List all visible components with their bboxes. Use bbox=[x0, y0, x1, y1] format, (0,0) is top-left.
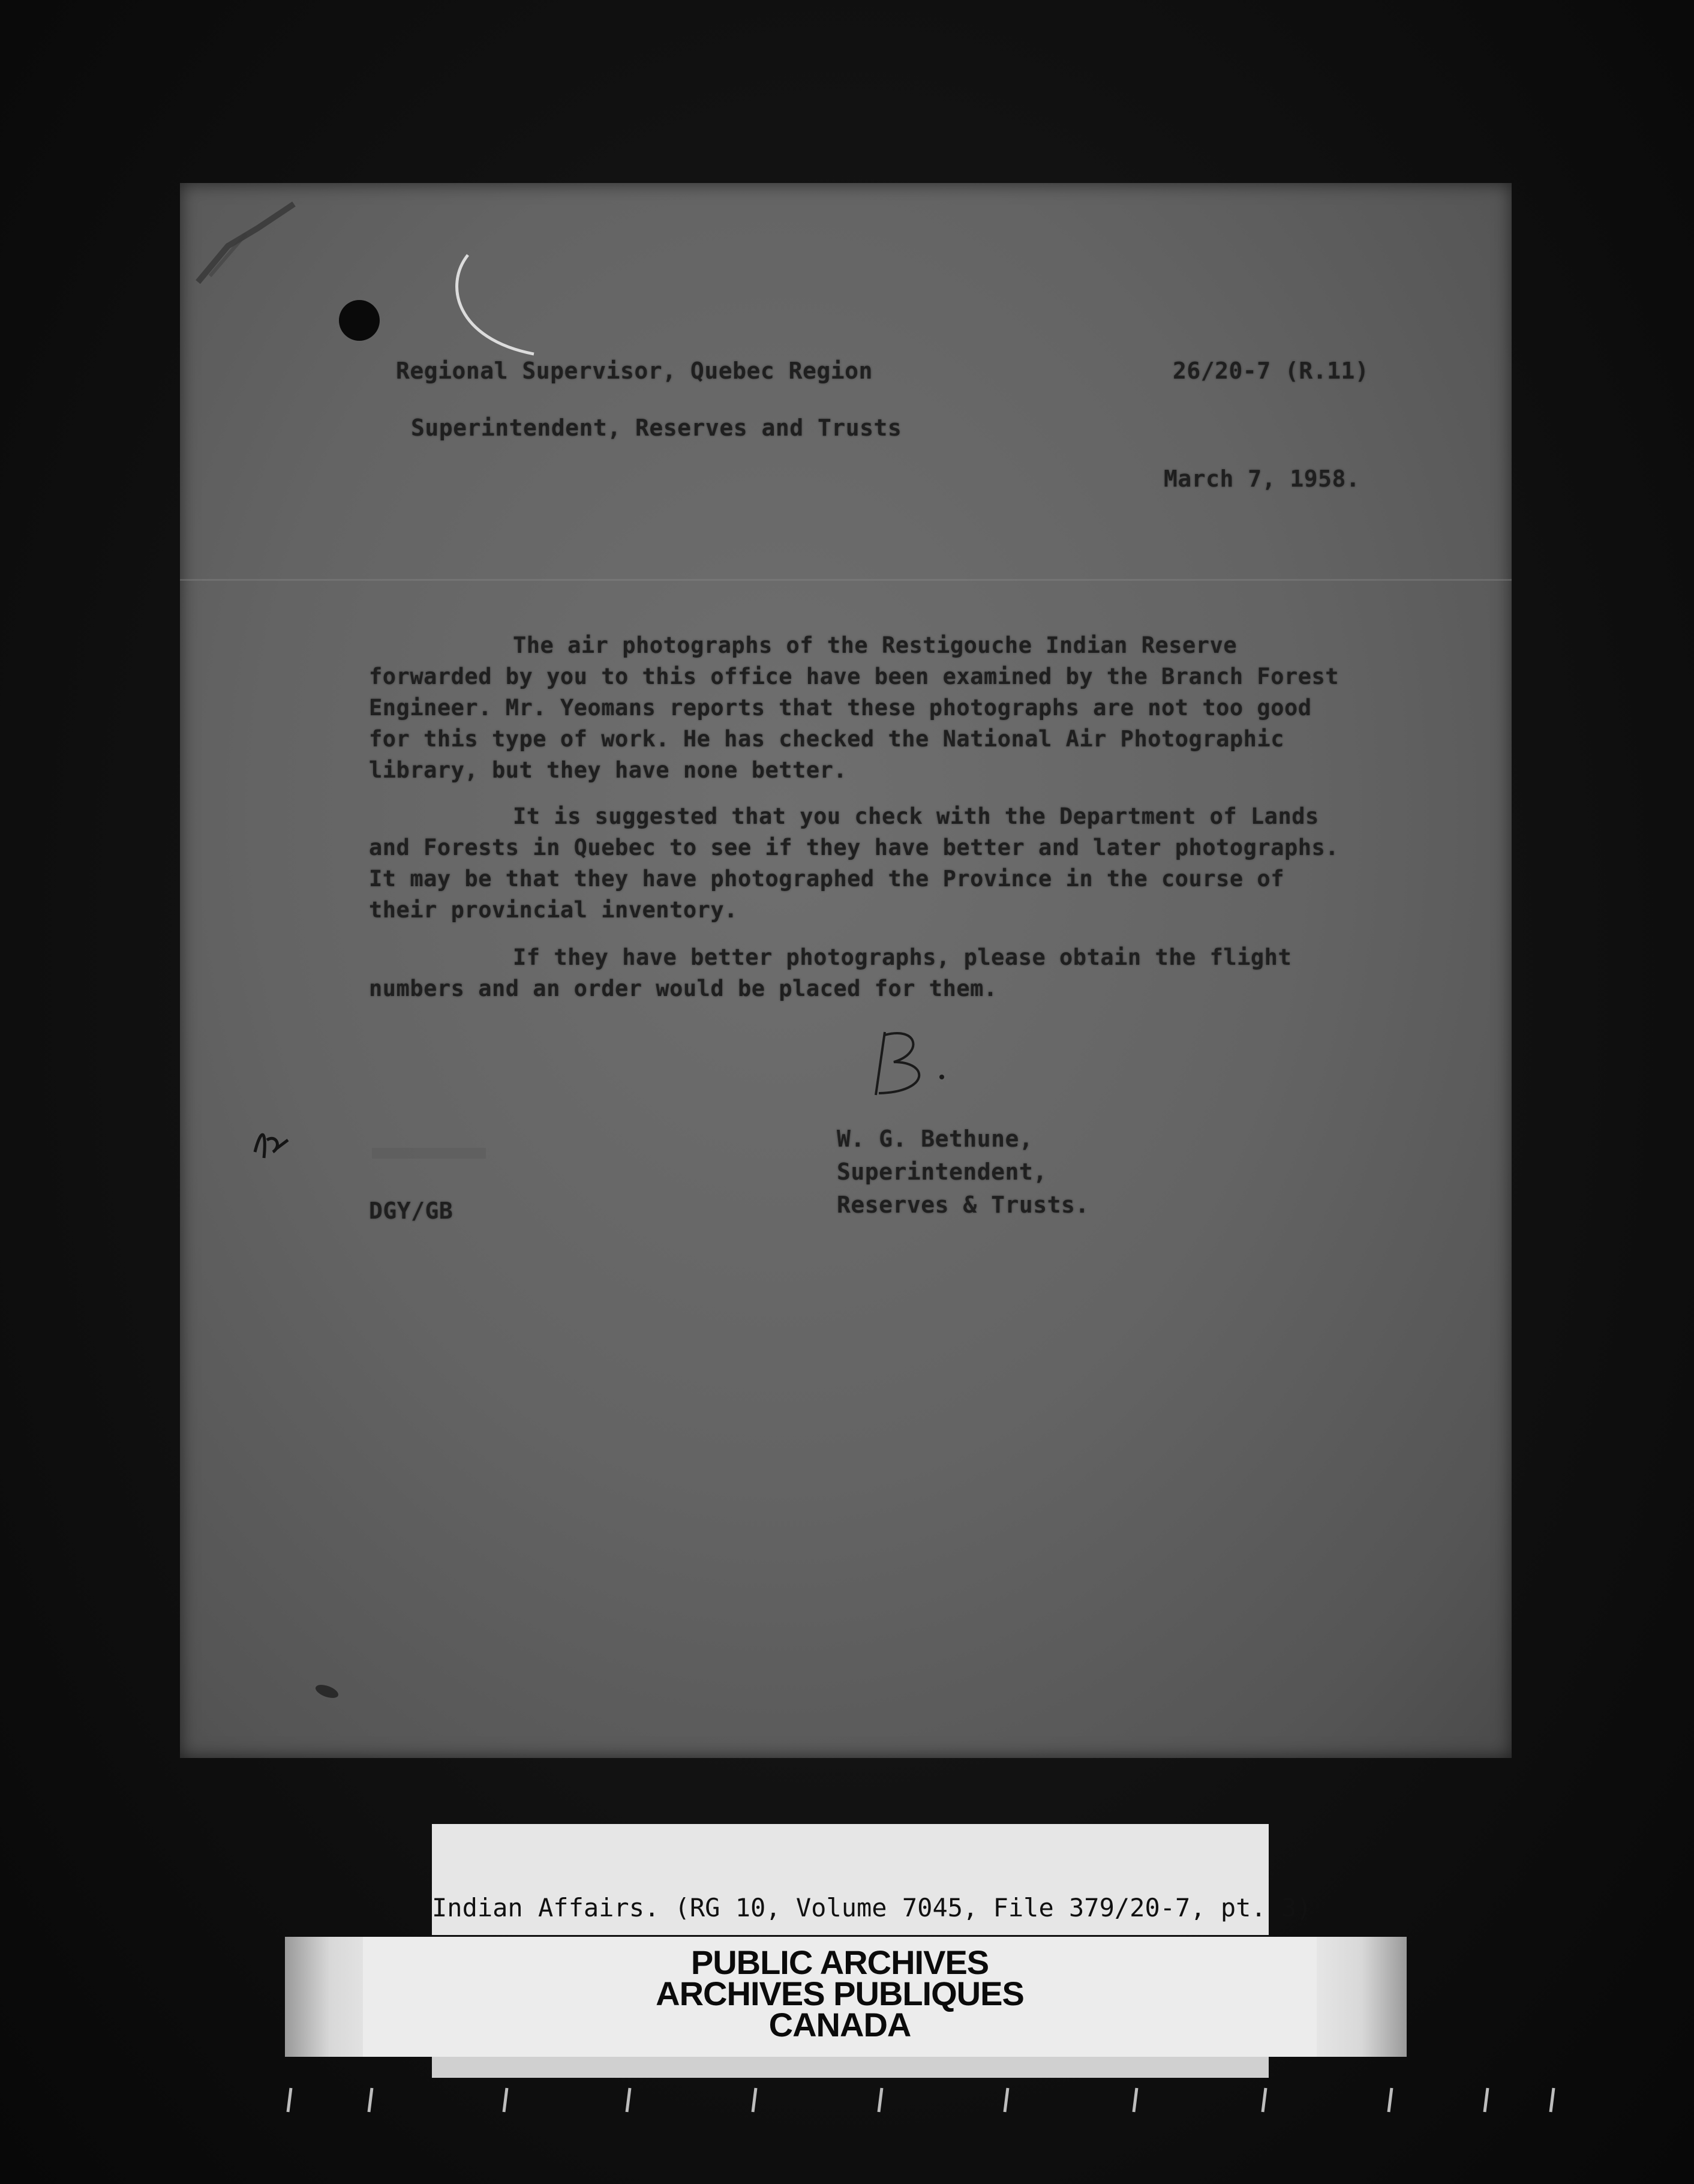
ink-smudge bbox=[314, 1682, 340, 1701]
corner-crease-mark bbox=[192, 192, 312, 288]
archives-stamp-line-2: ARCHIVES PUBLIQUES bbox=[656, 1975, 1024, 2012]
memo-paragraph-2: It is suggested that you check with the Department of Lands and Forests in Quebec to see if they have better and later photographs. It may be that they have photographed the Province in the course of their provincial inventory. bbox=[369, 803, 1339, 923]
page-fold-line bbox=[180, 579, 1512, 581]
handwritten-initials bbox=[852, 1020, 960, 1098]
memo-from: Superintendent, Reserves and Trusts bbox=[411, 415, 902, 441]
signature-title-line-2: Reserves & Trusts. bbox=[837, 1192, 1089, 1218]
archives-stamp-text bbox=[363, 1943, 1317, 2044]
archives-stamp-bottom-edge bbox=[432, 2057, 1269, 2078]
archives-stamp-line-3: CANADA bbox=[768, 2006, 911, 2044]
margin-handwritten-mark bbox=[249, 1122, 297, 1164]
faded-typed-line bbox=[372, 1148, 486, 1159]
film-edge-ticks bbox=[0, 2085, 1694, 2121]
memo-paragraph-1: The air photographs of the Restigouche Indian Reserve forwarded by you to this office have been examined by the Branch Forest Engineer. Mr. Yeomans reports that these photographs are not too good for this type of work. He has checked the National Air Photographic library, but they have none better. bbox=[369, 632, 1339, 783]
signature-name: W. G. Bethune, bbox=[837, 1126, 1034, 1152]
memo-paragraph-3: If they have better photographs, please obtain the flight numbers and an order would be placed for them. bbox=[369, 944, 1292, 1001]
memo-file-reference: 26/20-7 (R.11) bbox=[1173, 358, 1369, 384]
memo-to: Regional Supervisor, Quebec Region bbox=[396, 358, 873, 384]
white-scratch-mark bbox=[444, 249, 540, 357]
punch-hole bbox=[339, 300, 380, 341]
archives-stamp-line-1: PUBLIC ARCHIVES bbox=[690, 1943, 989, 1981]
memo-page bbox=[180, 183, 1512, 1758]
typist-reference-code: DGY/GB bbox=[369, 1198, 453, 1224]
signature-title-line-1: Superintendent, bbox=[837, 1159, 1047, 1185]
memo-date: March 7, 1958. bbox=[1164, 466, 1360, 492]
archive-citation: Indian Affairs. (RG 10, Volume 7045, File 379/20-7, pt. 3) bbox=[432, 1893, 1312, 1922]
